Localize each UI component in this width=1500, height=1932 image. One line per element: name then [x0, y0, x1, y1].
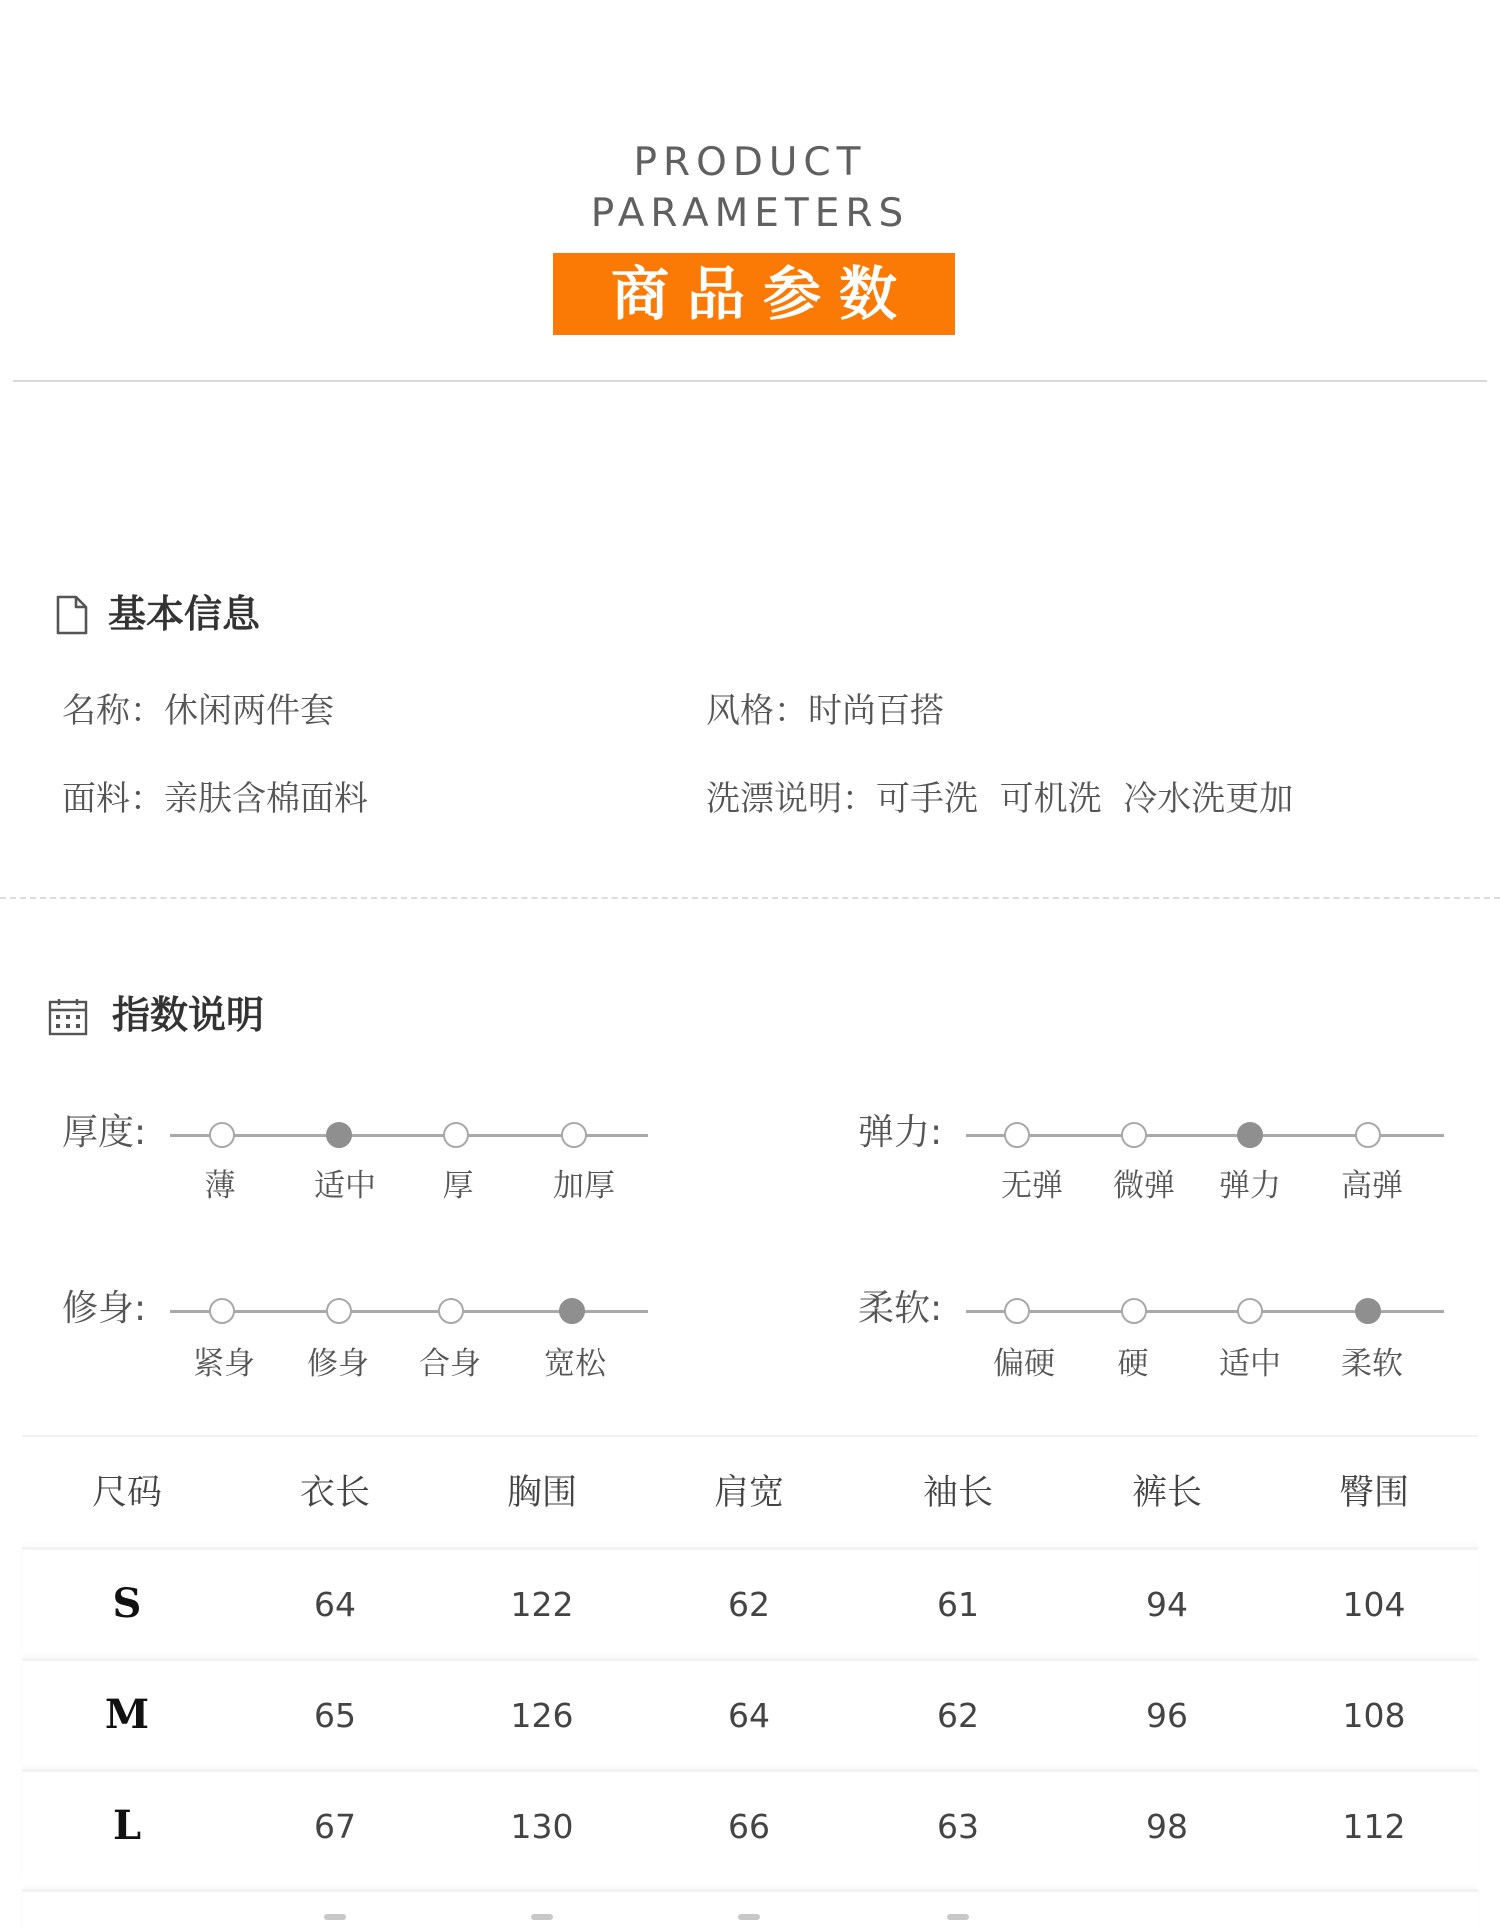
size-label-cell: L — [112, 1802, 142, 1849]
index-scale-option: 加厚 — [553, 1168, 615, 1204]
table-header-row — [22, 1435, 1478, 1549]
cropped-cell-mark — [738, 1914, 760, 1920]
index-scale-dot-selected — [326, 1122, 352, 1148]
calendar-grid-icon — [48, 998, 88, 1036]
document-icon — [55, 594, 89, 636]
size-label-cell: S — [112, 1580, 142, 1627]
index-scale-dot-selected — [559, 1298, 585, 1324]
index-scale-dot — [1237, 1298, 1263, 1324]
table-row — [22, 1769, 1478, 1880]
index-scale-option: 宽松 — [544, 1346, 606, 1382]
index-scale-option: 偏硬 — [993, 1346, 1055, 1382]
index-scale-dot — [209, 1122, 235, 1148]
table-cell: 126 — [510, 1695, 574, 1735]
table-row — [22, 1658, 1478, 1769]
table-cell: 63 — [937, 1806, 979, 1846]
index-scale-dot — [209, 1298, 235, 1324]
index-scale-label: 修身: — [62, 1288, 147, 1329]
info-washing: 洗漂说明：可手洗 可机洗 冷水洗更加 — [706, 779, 1294, 819]
table-cell: 65 — [314, 1695, 356, 1735]
info-name: 名称：休闲两件套 — [62, 691, 334, 731]
index-scale-option: 合身 — [419, 1346, 481, 1382]
table-cell: 67 — [314, 1806, 356, 1846]
table-cell: 96 — [1146, 1695, 1188, 1735]
cropped-cell-mark — [324, 1914, 346, 1920]
table-header-cell: 胸围 — [506, 1472, 577, 1513]
index-scale-option: 微弹 — [1113, 1168, 1175, 1204]
index-scale-dot-selected — [1237, 1122, 1263, 1148]
info-style: 风格：时尚百搭 — [706, 691, 944, 731]
header-english-line-1: PRODUCT — [633, 140, 867, 185]
size-label-cell: M — [104, 1691, 150, 1738]
index-scale-dot — [438, 1298, 464, 1324]
index-scale-option: 无弹 — [1001, 1168, 1063, 1204]
index-scale-dot — [443, 1122, 469, 1148]
table-row — [22, 1547, 1478, 1658]
info-fabric: 面料：亲肤含棉面料 — [62, 779, 368, 819]
table-header-cell: 尺码 — [91, 1472, 162, 1513]
table-cell: 98 — [1146, 1806, 1188, 1846]
basic-info-title: 基本信息 — [108, 592, 261, 636]
index-scale-dot — [1355, 1122, 1381, 1148]
index-scale-dot — [1004, 1122, 1030, 1148]
header-english-line-2: PARAMETERS — [590, 191, 910, 236]
index-scale-label: 厚度: — [62, 1112, 147, 1153]
index-scale-label: 柔软: — [858, 1288, 943, 1329]
index-scale-label: 弹力: — [858, 1112, 943, 1153]
header-title-badge: 商品参数 — [553, 253, 955, 335]
table-header-cell: 臀围 — [1338, 1472, 1409, 1513]
header-divider — [13, 380, 1487, 382]
table-cell: 66 — [728, 1806, 770, 1846]
cropped-cell-mark — [947, 1914, 969, 1920]
table-cell: 64 — [728, 1695, 770, 1735]
table-cell: 94 — [1146, 1584, 1188, 1624]
index-scale-option: 高弹 — [1341, 1168, 1403, 1204]
index-title: 指数说明 — [112, 993, 265, 1037]
index-scale-option: 厚 — [442, 1168, 474, 1204]
index-scale-dot — [561, 1122, 587, 1148]
table-cell: 122 — [510, 1584, 574, 1624]
cropped-cell-mark — [531, 1914, 553, 1920]
section-divider — [0, 897, 1500, 899]
index-scale-option: 柔软 — [1341, 1346, 1403, 1382]
index-scale-dot-selected — [1355, 1298, 1381, 1324]
table-header-cell: 肩宽 — [713, 1472, 784, 1513]
table-cell: 108 — [1342, 1695, 1406, 1735]
table-cell: 62 — [937, 1695, 979, 1735]
page-header — [0, 0, 1500, 400]
index-scale-dot — [326, 1298, 352, 1324]
table-cell: 61 — [937, 1584, 979, 1624]
index-scale-option: 弹力 — [1219, 1168, 1281, 1204]
table-header-cell: 衣长 — [299, 1472, 370, 1513]
index-scale-option: 适中 — [314, 1168, 376, 1204]
index-scale-dot — [1121, 1122, 1147, 1148]
table-cell: 112 — [1342, 1806, 1406, 1846]
index-scale-dot — [1004, 1298, 1030, 1324]
table-cell: 64 — [314, 1584, 356, 1624]
index-scale-option: 修身 — [307, 1346, 369, 1382]
table-header-cell: 袖长 — [922, 1472, 993, 1513]
table-header-cell: 裤长 — [1131, 1472, 1202, 1513]
index-scale-option: 硬 — [1117, 1346, 1149, 1382]
table-cell: 62 — [728, 1584, 770, 1624]
table-cell: 130 — [510, 1806, 574, 1846]
index-scale-option: 适中 — [1219, 1346, 1281, 1382]
index-scale-option: 紧身 — [193, 1346, 255, 1382]
table-cell: 104 — [1342, 1584, 1406, 1624]
table-row-cropped — [22, 1889, 1478, 1932]
index-scale-option: 薄 — [204, 1168, 236, 1204]
index-scale-dot — [1121, 1298, 1147, 1324]
